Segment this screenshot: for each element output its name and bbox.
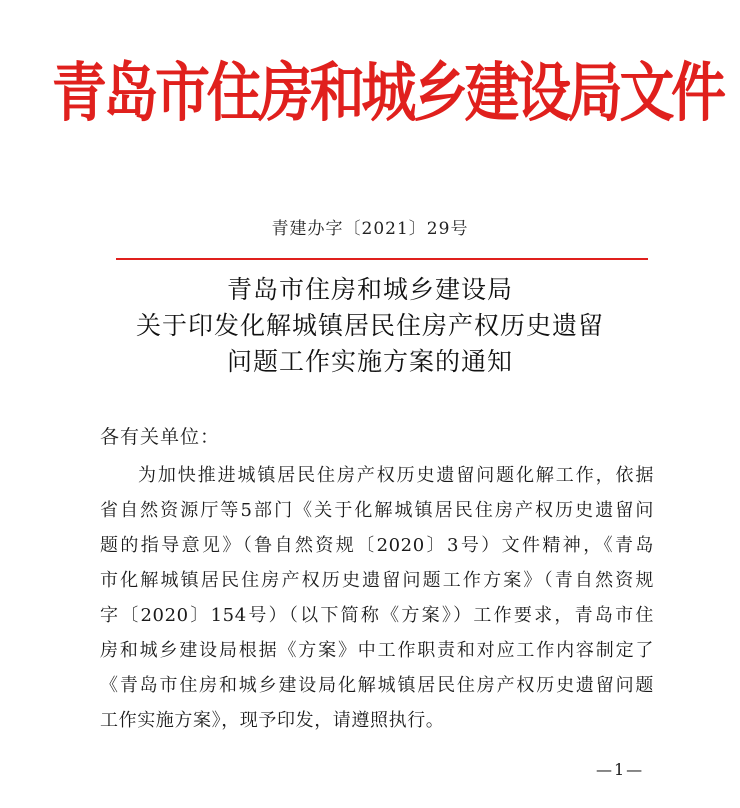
body-line-2: 省自然资源厅等5部门《关于化解城镇居民住房产权历史遗留问: [100, 500, 654, 521]
salutation: 各有关单位：: [100, 426, 221, 448]
masthead-title: 青岛市住房和城乡建设局文件: [51, 57, 723, 131]
body-line-7: 《青岛市住房和城乡建设局化解城镇居民住房产权历史遗留问题: [100, 675, 654, 696]
body-line-1: 为加快推进城镇居民住房产权历史遗留问题化解工作，依据: [138, 465, 654, 486]
title-line-1: 青岛市住房和城乡建设局: [226, 275, 513, 304]
page-number: —1—: [596, 760, 645, 779]
title-line-3: 问题工作实施方案的通知: [226, 347, 513, 376]
body-line-8: 工作实施方案》，现予印发，请遵照执行。: [100, 710, 445, 731]
notice-title: [0, 272, 740, 380]
body-line-4: 市化解城镇居民住房产权历史遗留问题工作方案》（青自然资规: [100, 570, 654, 591]
body-line-3: 题的指导意见》（鲁自然资规〔2020〕3号）文件精神，《青岛: [100, 535, 654, 556]
body-paragraph: [100, 458, 654, 738]
title-line-2: 关于印发化解城镇居民住房产权历史遗留: [135, 311, 604, 340]
body-line-5: 字〔2020〕154号）（以下简称《方案》）工作要求，青岛市住: [100, 605, 654, 626]
red-separator-line: [116, 258, 648, 260]
document-number: 青建办字〔2021〕29号: [271, 219, 469, 239]
body-line-6: 房和城乡建设局根据《方案》中工作职责和对应工作内容制定了: [100, 640, 654, 661]
